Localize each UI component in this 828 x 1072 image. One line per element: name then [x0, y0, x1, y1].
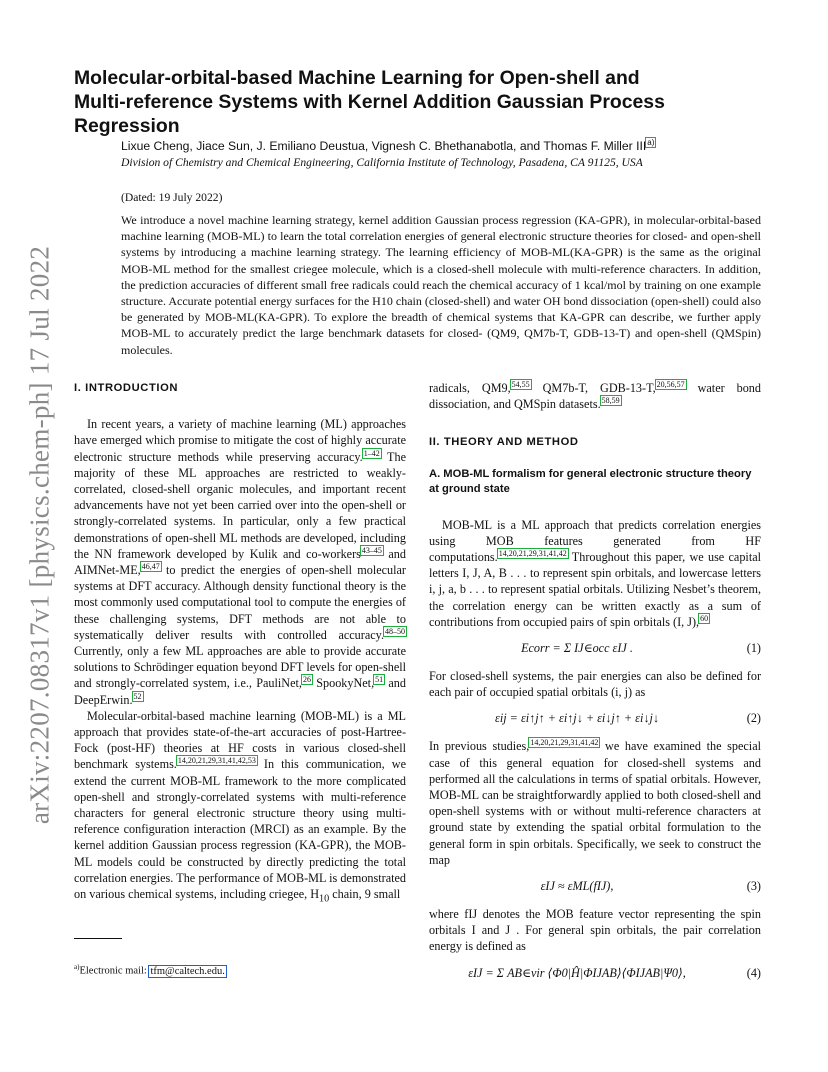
email-link[interactable]: tfm@caltech.edu.: [150, 965, 225, 977]
equation-3: εIJ ≈ εML(fIJ), (3): [540, 879, 761, 894]
author-note-link[interactable]: a): [647, 137, 655, 147]
citation-link[interactable]: 14,20,21,29,31,41,42: [498, 548, 567, 558]
citation-link[interactable]: 48–50: [385, 626, 405, 636]
section-heading-theory: II. THEORY AND METHOD: [429, 436, 579, 449]
citation-link[interactable]: 14,20,21,29,31,41,42: [530, 738, 599, 748]
citation-link[interactable]: 1–42: [363, 448, 380, 458]
citation-link[interactable]: 43–45: [361, 545, 382, 555]
paper-title: Molecular-orbital-based Machine Learning for Open-shell and Multi-reference Systems with Kernel Addition Gaussian Process Regression: [74, 67, 665, 137]
citation-link[interactable]: 52: [133, 691, 142, 701]
intro-paragraph-continued: radicals, QM9,$^{54,55}$ QM7b-T, GDB-13-T,$^{20,56,57}$ water bond dissociation, and QMSpin datasets.$^{58,59}$: [429, 379, 761, 412]
equation-4: εIJ = Σ AB∈vir ⟨Φ0|Ĥ|ΦIJAB⟩⟨ΦIJAB|Ψ0⟩, (4): [468, 965, 761, 980]
subsection-heading-formalism: A. MOB-ML formalism for general electronic structure theory at ground state: [429, 467, 752, 495]
theory-paragraph-1: MOB-ML is a ML approach that predicts correlation energies using MOB features generated from HF computations.$^{14,20,21,29,31,41,42}$ Throughout this paper, we use capital letters I, J, A, B . . . to represent spin orbitals, and lowercase letters i, j, a, b . . . to represent spatial orbitals. Utilizing Nesbet’s theorem, the correlation energy can be written exactly as a sum of contributions from occupied pairs of spin orbitals (I, J),$^{60}$: [429, 517, 761, 629]
theory-paragraph-4: where fIJ denotes the MOB feature vector representing the spin orbitals I and J . For general spin orbitals, the pair correlation energy is defined as: [429, 907, 761, 954]
citation-link[interactable]: 58,59: [601, 396, 620, 406]
section-heading-introduction: I. INTRODUCTION: [74, 382, 179, 394]
footnote-divider: [74, 938, 122, 939]
left-column: [74, 380, 406, 908]
footnote: $^{a)}$Electronic mail: tfm@caltech.edu.: [74, 963, 225, 977]
citation-link[interactable]: 46,47: [141, 561, 160, 571]
date-line: (Dated: 19 July 2022): [121, 191, 223, 204]
abstract: We introduce a novel machine learning strategy, kernel addition Gaussian process regression (KA-GPR), in molecular-orbital-based machine learning (MOB-ML) to learn the total correlation energies of general electronic structure theories for closed- and open-shell systems by introducing a machine learning strategy. The learning efficiency of MOB-ML(KA-GPR) is the same as the original MOB-ML method for the smallest criegee molecule, which is a closed-shell molecule with multi-reference characters. In addition, the prediction accuracies of different small free radicals could reach the chemical accuracy of 1 kcal/mol by training on one example structure. Accurate potential energy surfaces for the H10 chain (closed-shell) and water OH bond dissociation (open-shell) could also be generated by MOB-ML(KA-GPR). To explore the breadth of chemical systems that KA-GPR can describe, we further apply MOB-ML to accurately predict the large benchmark datasets for closed- (QM9, QM7b-T, GDB-13-T) and open-shell (QMSpin) molecules.: [121, 213, 761, 357]
citation-link[interactable]: 51: [375, 675, 384, 685]
equation-2: εij = εi↑j↑ + εi↑j↓ + εi↓j↑ + εi↓j↓ (2): [495, 711, 761, 726]
citation-link[interactable]: 60: [700, 613, 709, 623]
citation-link[interactable]: 54,55: [511, 379, 530, 389]
citation-link[interactable]: 20,56,57: [656, 379, 685, 389]
author-list: Lixue Cheng, Jiace Sun, J. Emiliano Deustua, Vignesh C. Bhethanabotla, and Thomas F. Miller III$^{a)}$: [121, 137, 655, 153]
equation-1: Ecorr = Σ IJ∈occ εIJ . (1): [521, 641, 761, 656]
right-column: [429, 380, 761, 993]
intro-paragraph-2: Molecular-orbital-based machine learning (MOB-ML) is a ML approach that provides state-of-the-art accuracies of post-Hartree-Fock (post-HF) theories at HF costs in various closed-shell benchmark systems.$^{14,20,21,29,31,41,42,53}$ In this communication, we extend the current MOB-ML framework to the more complicated open-shell and strongly-correlated systems with multi-reference characters for general electronic structure theory using multi-reference configuration interaction (MRCI) as an example. By the kernel addition Gaussian process regression (KA-GPR), the MOB-ML models could be constructed by directly predicting the total correlation energies. The performance of MOB-ML is demonstrated on various chemical systems, including criegee, $H_{10}$ chain, 9 small: [74, 708, 406, 905]
affiliation: Division of Chemistry and Chemical Engineering, California Institute of Technology, Pasadena, CA 91125, USA: [121, 156, 643, 169]
arxiv-stamp: arXiv:2207.08317v1 [physics.chem-ph] 17 Jul 2022: [24, 245, 55, 825]
citation-link[interactable]: 14,20,21,29,31,41,42,53: [177, 756, 256, 766]
citation-link[interactable]: 26: [302, 675, 311, 685]
theory-paragraph-2: For closed-shell systems, the pair energies can also be defined for each pair of occupied spatial orbitals (i, j) as: [429, 669, 761, 700]
intro-paragraph-1: In recent years, a variety of machine learning (ML) approaches have emerged which promise to mitigate the cost of highly accurate electronic structure methods while preserving accuracy.$^{1-42}$ The majority of these ML approaches are restricted to weakly-correlated, closed-shell organic molecules, and important recent advancements have not yet been carried over into the open-shell or strongly-correlated systems. In particular, only a few practical demonstrations of open-shell ML methods are developed, including the NN framework developed by Kulik and co-workers$^{43-45}$ and AIMNet-ME,$^{46,47}$ to predict the energies of open-shell molecular systems at DFT accuracy. Although density functional theory is the most commonly used computational tool to compute the energies of these challenging systems, DFT methods are not able to systematically deliver results with controlled accuracy.$^{48-50}$ Currently, only a few ML approaches are able to provide accurate solutions to Schrödinger equation beyond DFT levels for open-shell and strongly-correlated system, i.e., PauliNet,$^{26}$ SpookyNet,$^{51}$ and DeepErwin.$^{52}$: [74, 417, 406, 707]
theory-paragraph-3: In previous studies,$^{14,20,21,29,31,41,42}$ we have examined the special case of this general equation for closed-shell systems and performed all the calculations in terms of spatial orbitals. However, MOB-ML can be straightforwardly applied to both closed-shell and open-shell systems with or without multi-reference characters at ground state by extending the spatial orbital formulation to the general form in spin orbitals. Specifically, we seek to construct the map: [429, 738, 761, 867]
subscript: 10: [319, 893, 330, 905]
